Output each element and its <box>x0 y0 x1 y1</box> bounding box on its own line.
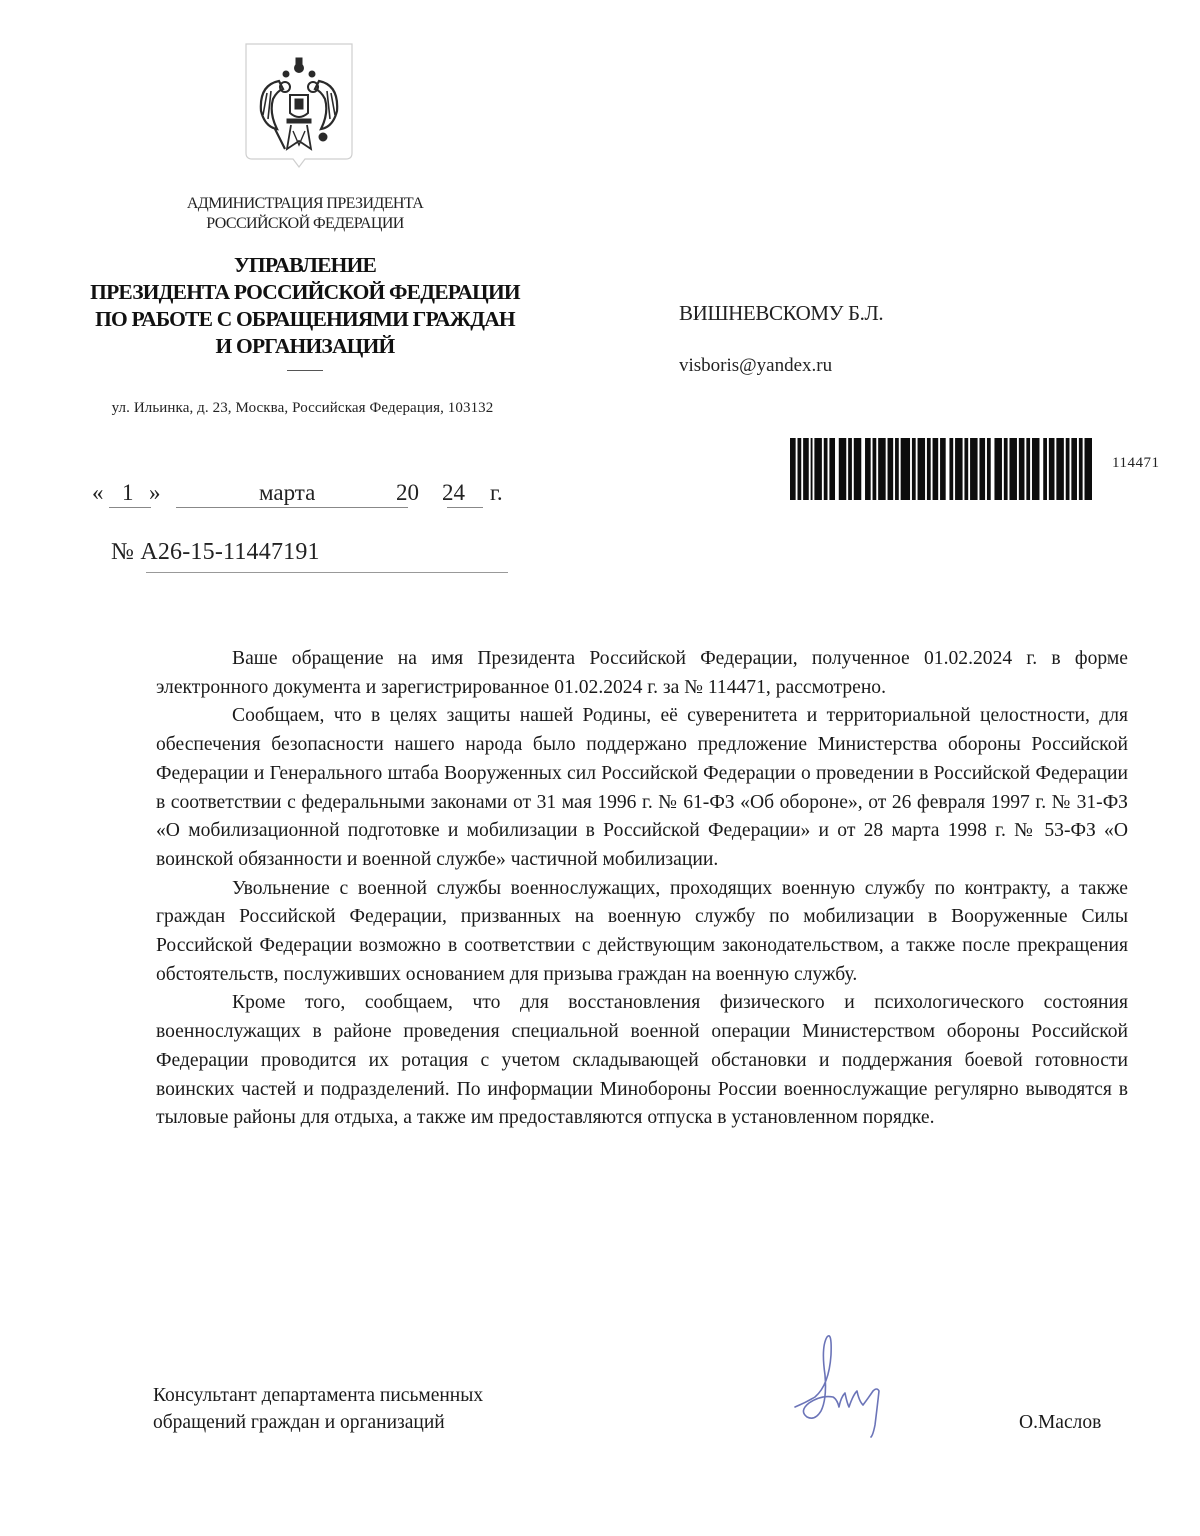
barcode-bar <box>1085 438 1093 500</box>
letterhead-divider <box>287 370 323 371</box>
handwritten-signature <box>785 1325 895 1440</box>
barcode-bar <box>964 438 968 500</box>
department-title-line: УПРАВЛЕНИЕ <box>233 253 377 277</box>
barcode-bar <box>824 438 828 500</box>
barcode-bar <box>912 438 916 500</box>
signer-position-line: обращений граждан и организаций <box>153 1412 445 1433</box>
barcode-bar <box>940 438 946 500</box>
barcode-bar <box>878 438 886 500</box>
barcode-bar <box>839 438 847 500</box>
barcode-bar <box>949 438 953 500</box>
coat-of-arms-emblem <box>243 41 355 169</box>
body-paragraph: Увольнение с военной службы военнослужащих, проходящих военную службу по контракту, а также граждан Российской Федерации, призванных на военную службу по мобилизации в Вооруженные Силы Российской Федерации возможно в соответствии с действующим законодательством, а также после прекращения обстоятельств, послуживших основанием для призыва граждан на военную службу. <box>156 877 1128 985</box>
barcode-bar <box>901 438 910 500</box>
barcode <box>790 438 1092 500</box>
barcode-bar <box>1032 438 1040 500</box>
barcode-bar <box>814 438 822 500</box>
barcode-bar <box>1066 438 1070 500</box>
barcode-bar <box>970 438 978 500</box>
double-headed-eagle-icon <box>243 41 355 169</box>
barcode-bar <box>1019 438 1025 500</box>
barcode-bar <box>895 438 899 500</box>
barcode-bar <box>848 438 852 500</box>
barcode-number: 114471 <box>1112 455 1160 471</box>
barcode-bar <box>979 438 985 500</box>
barcode-icon <box>790 438 1092 500</box>
department-title-line: ПО РАБОТЕ С ОБРАЩЕНИЯМИ ГРАЖДАН <box>95 307 515 331</box>
registration-number <box>111 537 320 567</box>
barcode-bar <box>798 438 802 500</box>
administration-title-line: АДМИНИСТРАЦИЯ ПРЕЗИДЕНТА <box>186 195 424 212</box>
recipient-name: ВИШНЕВСКОМУ Б.Л. <box>679 301 884 325</box>
barcode-bar <box>1043 438 1047 500</box>
date-month: марта <box>259 480 316 505</box>
barcode-bar <box>865 438 871 500</box>
signer-name: О.Маслов <box>1019 1412 1102 1433</box>
barcode-bar <box>873 438 877 500</box>
administration-title-line: РОССИЙСКОЙ ФЕДЕРАЦИИ <box>206 215 404 232</box>
barcode-bar <box>955 438 963 500</box>
body-paragraph: Сообщаем, что в целях защиты нашей Родины, её суверенитета и территориальной целостности, для обеспечения безопасности нашего народа было поддержано предложение Министерства обороны Российской Федерации и Генерального штаба Вооруженных сил Российской Федерации о проведении в Российской Федерации в соответствии с федеральными законами от 31 мая 1996 г. № 61-ФЗ «Об обороне», от 26 февраля 1997 г. № 31-ФЗ «О мобилизационной подготовке и мобилизации в Российской Федерации» и от 28 марта 1998 г. № 53-ФЗ «О воинской обязанности и военной службе» частичной мобилизации. <box>156 705 1128 870</box>
signature-icon <box>785 1325 895 1440</box>
barcode-bar <box>888 438 894 500</box>
body-paragraph: Ваше обращение на имя Президента Российской Федерации, полученное 01.02.2024 г. в форме электронного документа и зарегистрированное 01.02.2024 г. за № 114471, рассмотрено. <box>156 648 1128 698</box>
barcode-bar <box>1009 438 1017 500</box>
barcode-bar <box>803 438 809 500</box>
barcode-bar <box>829 438 835 500</box>
barcode-bar <box>918 438 926 500</box>
barcode-bar <box>927 438 931 500</box>
month-underline <box>176 507 408 508</box>
recipient-email: visboris@yandex.ru <box>679 355 833 376</box>
number-sign: № <box>111 539 135 565</box>
barcode-bar <box>933 438 939 500</box>
barcode-bar <box>994 438 1002 500</box>
date-suffix: г. <box>490 480 503 505</box>
letter-body <box>156 645 1128 1133</box>
barcode-bar <box>790 438 796 500</box>
signer-position <box>153 1382 483 1436</box>
department-title-line: ПРЕЗИДЕНТА РОССИЙСКОЙ ФЕДЕРАЦИИ <box>90 280 520 304</box>
date-open-quote: « <box>92 480 104 505</box>
date-day: 1 <box>122 480 134 505</box>
day-underline <box>109 507 151 508</box>
barcode-bar <box>1004 438 1008 500</box>
barcode-bar <box>1056 438 1064 500</box>
barcode-bar <box>811 438 813 500</box>
barcode-bar <box>1026 438 1030 500</box>
registration-underline <box>146 572 508 573</box>
administration-title <box>150 194 460 234</box>
registration-number-value: А26-15-11447191 <box>140 539 320 565</box>
date-year: 24 <box>442 480 465 505</box>
barcode-bar <box>854 438 862 500</box>
year-underline <box>447 507 483 508</box>
body-paragraph: Кроме того, сообщаем, что для восстановления физического и психологического состояния военнослужащих в районе проведения специальной военной операции Министерством обороны Российской Федерации проводится их ротация с учетом складывающей обстановки и поддержания боевой готовности воинских частей и подразделений. По информации Минобороны России военнослужащие регулярно выводятся в тыловые районы для отдыха, а также им предоставляются отпуска в установленном порядке. <box>156 992 1128 1129</box>
document-date <box>92 478 522 510</box>
sender-address: ул. Ильинка, д. 23, Москва, Российская Федерация, 103132 <box>111 400 494 416</box>
barcode-bar <box>987 438 991 500</box>
barcode-bar <box>1049 438 1055 500</box>
department-title <box>70 252 540 360</box>
barcode-bar <box>1071 438 1077 500</box>
department-title-line: И ОРГАНИЗАЦИЙ <box>215 334 395 358</box>
barcode-bar <box>1079 438 1083 500</box>
date-century: 20 <box>396 480 419 505</box>
signer-position-line: Консультант департамента письменных <box>153 1385 484 1406</box>
date-close-quote: » <box>149 480 161 505</box>
